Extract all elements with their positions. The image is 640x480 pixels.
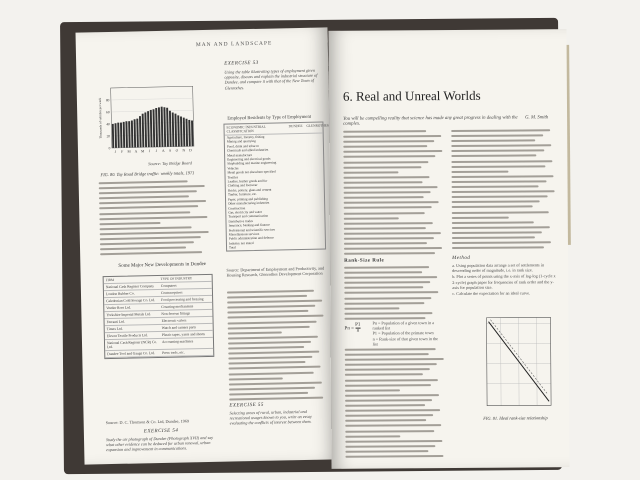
classification-cell: Paper, printing and publishing [227,196,268,202]
text-line [451,165,545,168]
right-page [328,29,569,469]
text-line [344,212,425,215]
bar [117,123,119,148]
text-line [344,191,431,194]
text-line [345,404,425,407]
text-line [344,242,427,245]
industry-cell: Computers [160,283,177,288]
firm-cell: London Rubber Co. [105,291,135,297]
bar [172,112,175,146]
chapter-title: Real and Unreal Worlds [355,87,481,104]
firm-cell: National Cash Register Company [105,284,155,290]
text-line [344,302,424,305]
text-line [228,356,312,360]
text-line [345,369,430,372]
text-line [229,377,283,380]
text-line [344,252,435,255]
text-line [228,346,304,350]
middle-body-text [227,290,327,404]
text-line [451,150,544,153]
developments-table-source: Source: D. C. Thomson & Co. Ltd, Dundee, 1969 [105,418,190,426]
formula [345,323,361,334]
text-line [229,381,322,385]
formula-denominator: n [356,328,360,334]
text-line [344,307,399,309]
text-line [227,290,314,294]
classification-cell: Distributive trades [228,218,253,224]
text-line [345,450,428,453]
text-line [343,171,398,173]
value-cell [290,244,308,249]
method-step: c. Calculate the expectation for an ideal curve. [452,290,531,296]
classification-cell: Chemicals and allied industries [226,147,269,153]
text-line [452,246,544,249]
text-line [344,227,426,230]
firm-cell: National Cash Register (NCR) Co. Ltd. [106,340,158,350]
text-line [344,217,399,219]
text-line [100,251,202,255]
text-line [452,180,547,183]
classification-cell: Industry not stated [228,240,254,246]
formula-numerator: P1 [355,322,361,328]
x-tick-label: N [182,148,186,153]
bar [147,111,150,147]
method-step: a. Using population data arrange a set of settlements in descending order of magnitude, i.e. in rank size. [452,262,545,274]
text-line [99,196,189,200]
right-body-col1c [345,348,446,461]
bar [150,110,153,147]
classification-cell: Bricks, pottery, glass and cement [227,187,272,193]
bar [166,108,169,147]
text-line [344,312,432,315]
text-line [229,371,314,375]
x-tick-label: J [148,149,151,154]
employment-table [223,122,329,252]
text-line [344,271,422,274]
text-line [228,351,319,355]
text-line [452,190,555,193]
industry-cell: Press tools, etc. [162,350,185,355]
industry-cell: Non-ferrous fittings [161,311,191,316]
text-line [229,397,323,401]
text-line [343,176,429,179]
bar [161,107,164,147]
bar [191,120,193,146]
formula-note: Pn = Population of a given town in a ranked list [372,320,434,331]
text-line [452,185,539,188]
text-line [99,200,206,204]
classification-cell: Mining and quarrying [226,139,256,144]
method-step: b. Plot a series of points using the x-axis of log-log (1-cycle x 2-cycle) graph paper for frequencies of rank order and the y-axis for population size. [452,273,556,290]
text-line [344,181,423,184]
text-line [344,281,430,284]
text-line [227,310,308,314]
exercise-54-text: Study the air photograph of Dundee (Photograph XVII) and say what other evidence can be deduced for urban renewal, urban expansion and improvement in communications. [105,434,214,453]
firm-cell: Caledonian Cold Storage Co. Ltd. [106,298,156,304]
exercise-53-title: EXERCISE 53 [224,60,259,67]
bar [144,112,147,147]
classification-cell: Engineering and electrical goods [227,156,271,162]
industry-cell: Food processing and freezing [161,297,204,302]
bar [136,119,139,148]
left-page [76,27,337,464]
text-line [345,348,436,351]
industry-cell: Electronic valves [161,318,187,323]
firm-cell: Timex Ltd. [106,326,123,332]
bar [174,114,177,147]
firm-cell: Veeder Root Ltd. [106,305,131,311]
text-line [345,414,433,417]
bar [123,122,125,148]
text-line [344,222,433,225]
text-line [228,325,310,329]
text-line [344,186,438,189]
classification-cell: Transport and communication [228,214,269,219]
bar [158,107,161,147]
text-line [452,236,535,239]
text-line [344,266,429,269]
text-line [345,455,443,458]
x-tick-label: A [161,148,165,153]
text-line [99,206,198,210]
y-tick-label: 0 [108,146,111,151]
running-head: MAN AND LANDSCAPE [195,40,273,49]
bar [188,120,190,146]
y-tick-label: 40 [106,122,110,127]
text-line [345,358,444,361]
developments-table-title: Some Major New Developments in Dundee [118,262,207,269]
classification-cell: Timber, furniture, etc. [227,192,257,197]
value-cell [307,244,325,249]
traffic-chart [97,82,199,160]
text-line [344,247,442,250]
x-tick-label: M [141,149,145,154]
text-line [345,399,432,402]
text-line [100,247,186,251]
exercise-54-title: EXERCISE 54 [143,428,179,435]
chapter-number: 6. [342,88,353,104]
bar [112,124,114,148]
bar [139,116,142,147]
text-line [452,226,550,229]
text-line [451,175,553,178]
industry-cell: Counting mechanisms [161,304,194,309]
bar [177,115,180,146]
classification-cell: Clothing and footwear [227,183,258,188]
classification-cell: Miscellaneous services [228,231,260,237]
text-line [228,361,305,365]
classification-cell: Food, drink and tobacco [226,143,259,149]
text-line [99,216,207,220]
firm-cell: Yorkshire Imperial Metals Ltd. [106,312,152,318]
col-dundee: DUNDEE [288,123,303,129]
col-classification: ECONOMIC INDUSTRIAL CLASSIFICATION [226,124,266,134]
text-line [100,226,192,230]
text-line [99,222,160,225]
figure-caption: FIG. 80. Tay Road Bridge traffic: weekly totals, 1971 [100,170,195,178]
table-row [105,349,213,358]
classification-cell: Textiles [227,174,238,180]
text-line [452,231,542,234]
text-line [343,156,435,159]
text-line [452,211,549,214]
text-line [227,315,323,319]
rank-size-graph [480,313,557,414]
exercise-53-text: Using the table illustrating types of employment given opposite, discuss and explain the industrial structure of Dundee, and compare it with that of the New Town of Glenrothes. [224,67,318,91]
text-line [228,331,282,334]
text-line [99,185,205,189]
bar [131,121,133,148]
epigraph-author: G. M. Smith [525,115,549,121]
text-line [344,232,441,235]
classification-cell: Other manufacturing industries [228,200,270,206]
x-tick-label: O [175,148,179,153]
text-line [100,236,201,240]
industry-cell: Watch and camera parts [161,325,197,330]
text-line [99,180,188,184]
classification-cell: Insurance, banking and finance [228,222,270,228]
x-tick-label: F [121,149,124,154]
text-line [345,445,435,448]
section-heading: Rank-Size Rule [344,258,385,264]
classification-cell: Construction [228,205,246,211]
left-body-text [99,180,211,259]
text-line [345,440,442,443]
text-line [229,366,321,370]
text-line [345,430,434,433]
formula-note: n = Rank-size of that given town in the list [372,335,439,347]
y-tick-label: 80 [105,98,110,103]
text-line [452,221,534,224]
formula-notes [372,320,442,347]
text-line [451,140,535,143]
text-line [99,190,197,194]
text-line [228,341,311,345]
classification-cell: Professional and scientific services [228,227,275,233]
classification-cell: Total [228,245,236,250]
text-line [345,409,440,412]
text-line [344,287,423,290]
x-tick-label: J [155,149,158,154]
classification-cell: Vehicles [227,166,239,171]
text-line [228,336,318,340]
classification-cell: Shipbuilding and marine engineering [227,160,277,166]
col-industry: TYPE OF INDUSTRY [160,276,193,281]
classification-cell: Public administration and defence [228,235,274,241]
right-body-col2 [451,129,556,252]
x-tick-label: J [114,149,117,154]
text-line [452,201,540,204]
text-line [228,320,317,324]
text-line [345,379,438,382]
text-line [227,300,322,304]
exercise-55-title: EXERCISE 55 [229,402,264,409]
employment-table-title: Employed Residents by Type of Employment [227,113,312,121]
text-line [227,305,315,309]
traffic-chart-svg [97,82,199,160]
developments-table [103,274,215,359]
text-line [229,387,315,391]
method-heading: Method [452,255,471,261]
y-axis-label: Thousands of vehicles per week [97,97,103,139]
right-body-col1b [344,266,444,323]
rank-size-caption: FIG. 81. Ideal rank-size relationship [483,415,548,421]
bar [142,114,145,148]
bar [115,123,117,148]
col-firm: FIRM [105,277,115,283]
col-glenrothes: GLENROTHES [306,123,329,128]
text-line [451,134,543,137]
text-line [343,135,441,138]
bar [186,119,188,147]
text-line [343,145,427,148]
text-line [452,216,509,218]
exercise-55-text: Selecting areas of rural, urban, industrial and recreational usages known to you, write an essay evaluating the conflicts of interest between them. [229,408,312,426]
chapter-heading [343,88,481,105]
table-row [227,244,325,250]
text-line [345,389,400,391]
developments-table-body [104,282,214,358]
classification-cell: Agriculture, forestry, fishing [226,134,265,140]
figure-source: Source: Tay Bridge Board [148,160,192,167]
text-line [344,297,431,300]
text-line [344,196,424,199]
text-line [344,292,438,295]
x-tick-label: A [134,149,138,154]
bar [128,121,130,147]
bar [169,111,172,147]
text-line [229,392,308,396]
bar [153,109,156,147]
text-line [452,241,551,244]
employment-table-body [225,134,325,251]
text-line [451,155,536,158]
classification-cell: Gas, electricity and water [228,209,263,215]
text-line [344,237,434,240]
firm-cell: Ferranti Ltd. [106,319,125,325]
employment-table-source: Source: Department of Employment and Productivity, and Housing Research, Glenrothes Development Corporation [226,265,325,278]
bar [125,121,127,147]
text-line [345,353,429,356]
text-line [343,130,426,133]
text-line [451,160,552,163]
text-line [451,129,550,132]
text-line [345,424,441,427]
x-tick-label: D [189,148,192,153]
x-tick-label: M [127,149,131,154]
firm-cell: Eleven Textile Products Ltd. [106,333,148,339]
firm-cell: Dundee Tool and Gauge Co. Ltd. [107,351,155,357]
text-line [345,363,437,366]
right-body-col1 [343,130,444,258]
text-line [344,201,439,204]
text-line [452,206,533,209]
industry-cell: Contraceptives [160,290,183,295]
text-line [451,170,508,172]
text-line [100,231,209,235]
text-line [345,435,400,437]
x-tick-label: S [169,148,172,153]
text-line [345,374,423,377]
text-line [345,394,439,397]
epigraph: You will be compelling reality that science has made any great progress in dealing with the complex. [343,115,518,127]
method-steps [452,262,556,296]
classification-cell: Leather, leather goods and fur [227,178,268,184]
bar [120,123,122,148]
bar [180,116,183,146]
formula-label: Pn = [344,326,354,332]
text-line [99,211,190,215]
text-line [345,419,426,422]
gridline [111,110,193,112]
text-line [451,145,551,148]
text-line [343,150,442,153]
text-line [345,384,431,387]
y-tick-label: 60 [106,110,110,115]
classification-cell: Metal manufacture [227,152,253,158]
text-line [100,241,194,245]
bar [155,108,158,147]
y-tick-label: 20 [106,134,111,139]
classification-cell: Metal goods not elsewhere specified [227,169,276,175]
rank-size-figure [480,313,557,414]
text-line [344,207,432,210]
formula-note: P1 = Population of the primate town [372,330,434,336]
gridline [111,98,193,100]
bar [163,107,166,147]
text-line [343,166,421,169]
text-line [452,196,548,199]
text-line [227,295,307,299]
text-line [343,161,428,164]
text-line [343,140,434,143]
industry-cell: Plastic tapes, yarns and sheets [161,332,206,337]
industry-cell: Accounting machines [161,339,194,344]
bar [183,118,186,147]
text-line [344,276,437,279]
